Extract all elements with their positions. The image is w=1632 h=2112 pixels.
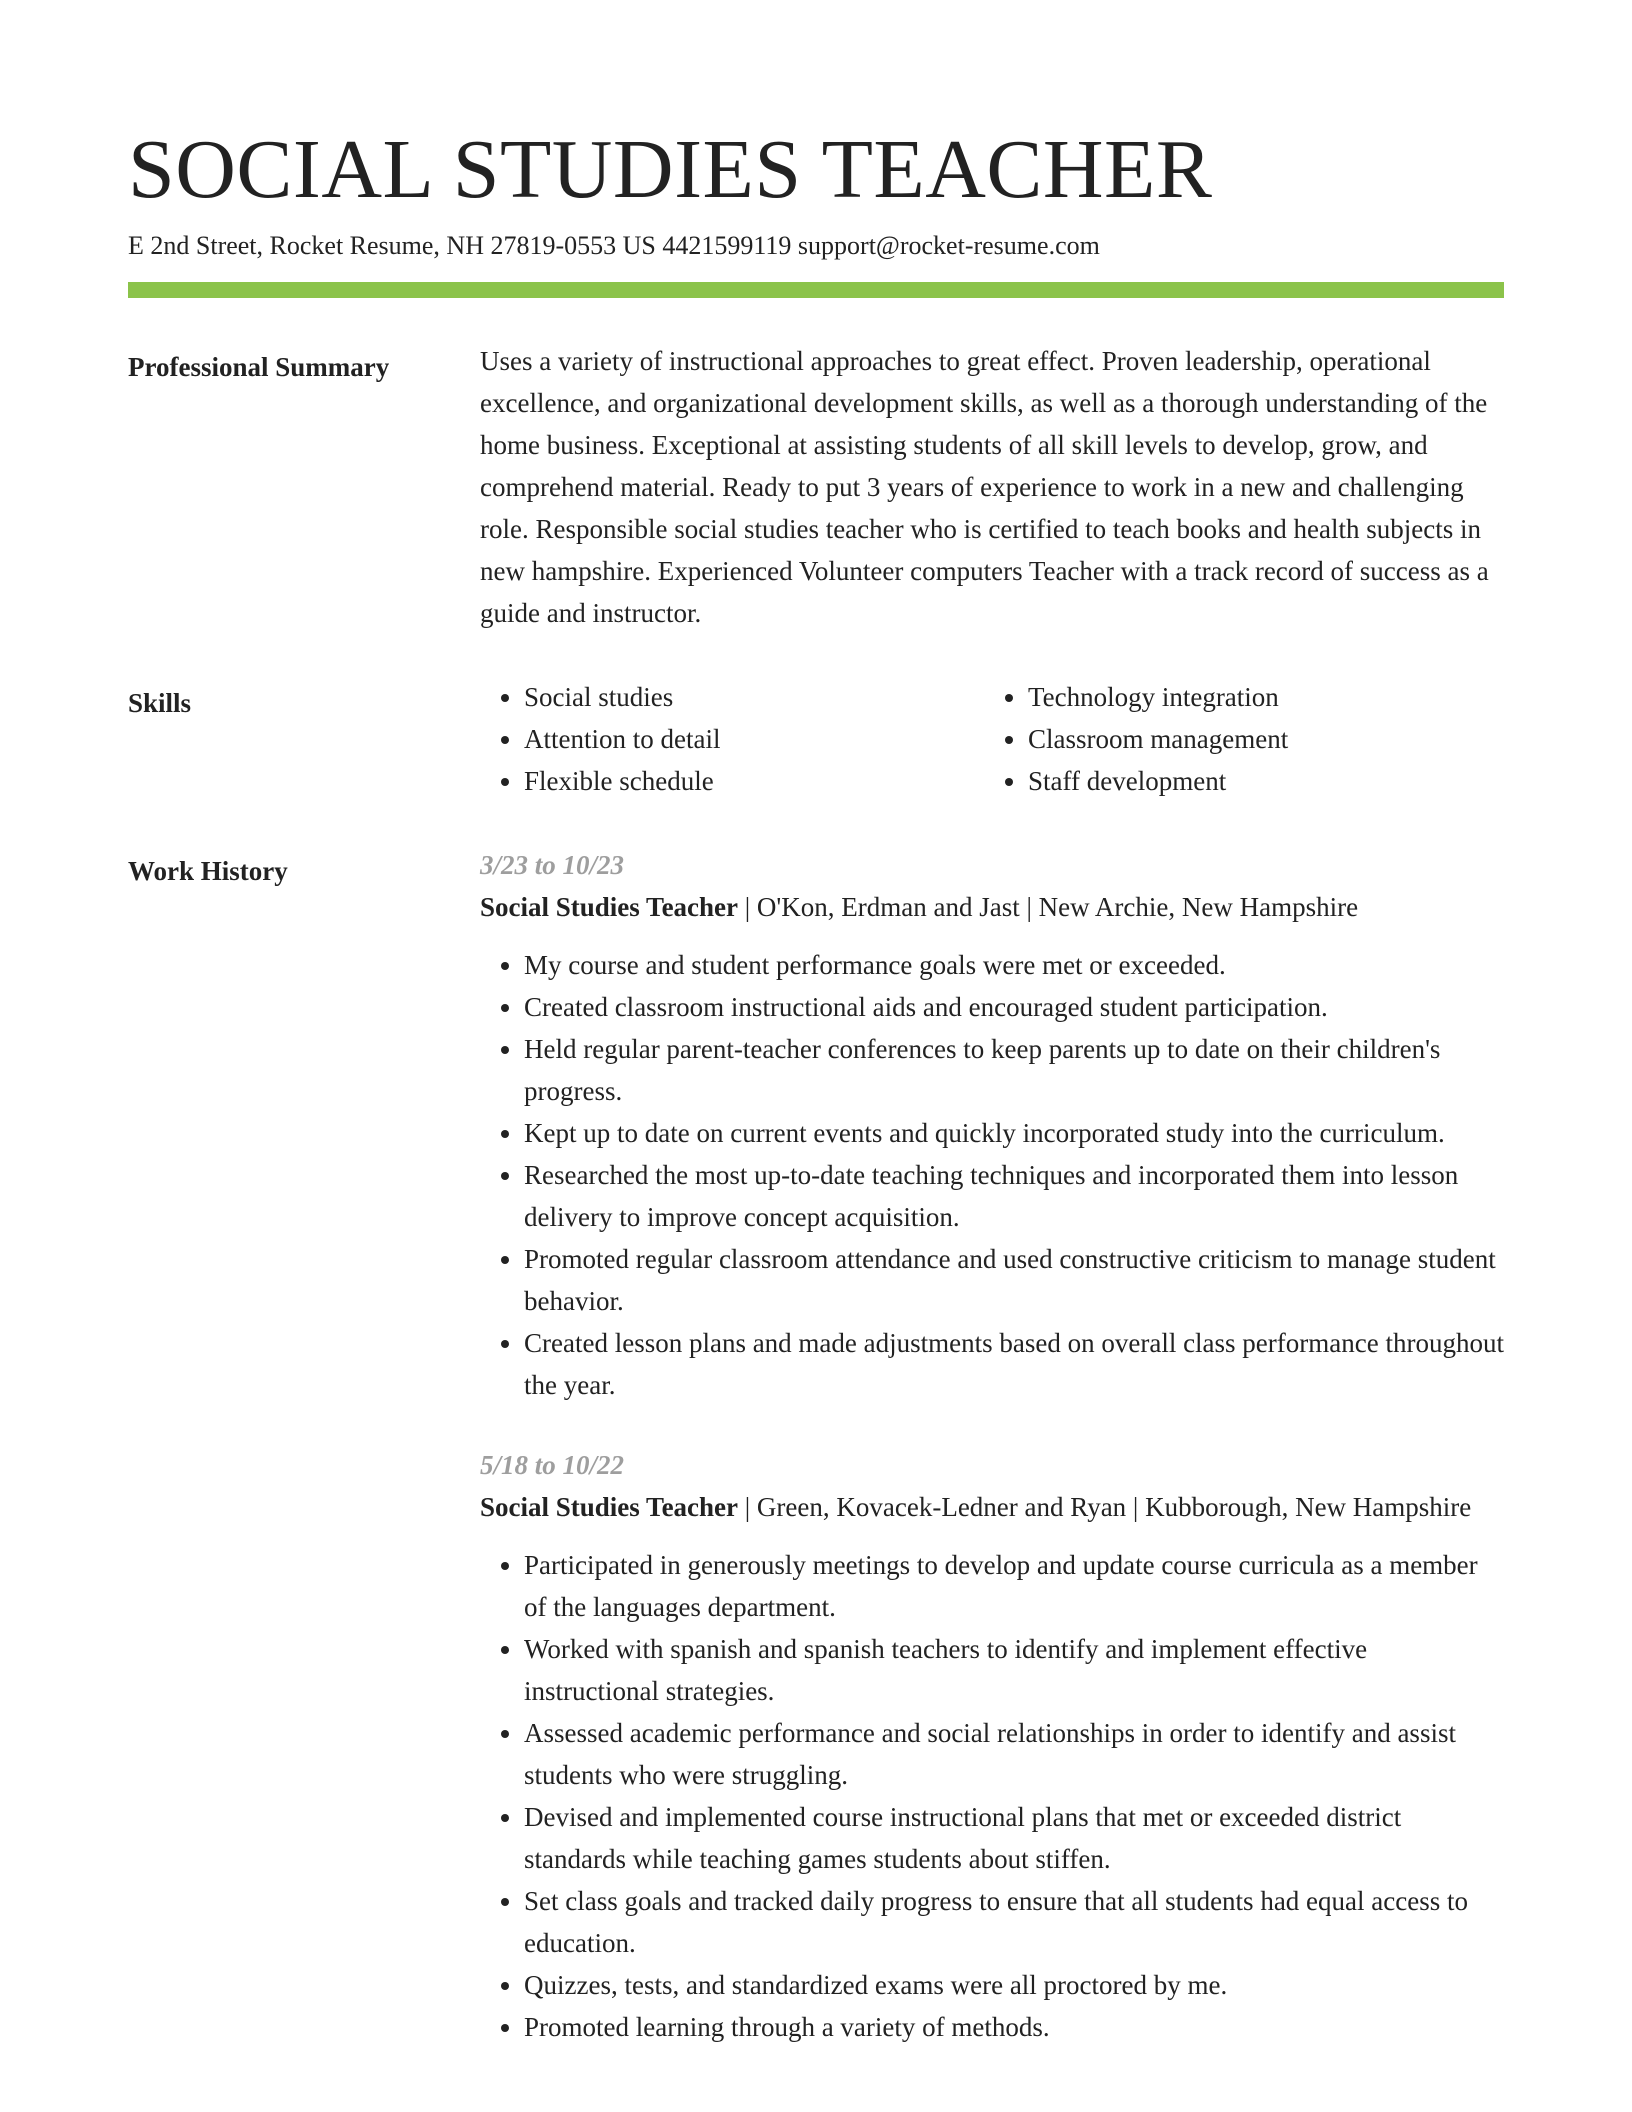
job-title: Social Studies Teacher bbox=[480, 892, 739, 922]
skills-list-right bbox=[984, 676, 1488, 802]
job-bullet: • Held regular parent-teacher conferences to keep parents up to date on their children's progress. bbox=[524, 1028, 1504, 1112]
job-bullet: • My course and student performance goals were met or exceeded. bbox=[524, 944, 1504, 986]
job-bullets bbox=[480, 944, 1504, 1406]
skill-item: • Social studies bbox=[524, 676, 984, 718]
contact-info: E 2nd Street, Rocket Resume, NH 27819-0553 US 4421599119 support@rocket-resume.com bbox=[128, 231, 1100, 260]
job-bullet: • Devised and implemented course instructional plans that met or exceeded district standards while teaching games students about stiffen. bbox=[524, 1796, 1504, 1880]
skills-section bbox=[128, 682, 1504, 802]
job-bullet: • Created lesson plans and made adjustments based on overall class performance throughout the year. bbox=[524, 1322, 1504, 1406]
job-employer-location: | O'Kon, Erdman and Jast | New Archie, New Hampshire bbox=[738, 892, 1359, 922]
work-history-label: Work History bbox=[128, 856, 288, 886]
job-title-line bbox=[480, 1486, 1504, 1528]
job-bullet: • Assessed academic performance and social relationships in order to identify and assist students who were struggling. bbox=[524, 1712, 1504, 1796]
resume-name-heading: SOCIAL STUDIES TEACHER bbox=[128, 123, 1213, 216]
job-entry bbox=[480, 844, 1504, 1406]
job-bullet: • Worked with spanish and spanish teachers to identify and implement effective instructional strategies. bbox=[524, 1628, 1504, 1712]
work-history-body bbox=[480, 850, 1504, 2048]
summary-label: Professional Summary bbox=[128, 352, 390, 382]
job-bullets bbox=[480, 1544, 1504, 2048]
job-bullet: • Set class goals and tracked daily progress to ensure that all students had equal access to education. bbox=[524, 1880, 1504, 1964]
accent-divider bbox=[128, 282, 1504, 298]
job-entry bbox=[480, 1444, 1504, 2048]
job-bullet: • Promoted learning through a variety of methods. bbox=[524, 2006, 1504, 2048]
job-bullet: • Promoted regular classroom attendance and used constructive criticism to manage student behavior. bbox=[524, 1238, 1504, 1322]
skills-body bbox=[480, 682, 1504, 802]
skills-grid bbox=[480, 676, 1504, 802]
summary-body bbox=[480, 346, 1504, 634]
job-bullet: • Quizzes, tests, and standardized exams were all proctored by me. bbox=[524, 1964, 1504, 2006]
job-title-line bbox=[480, 886, 1504, 928]
summary-text: Uses a variety of instructional approaches to great effect. Proven leadership, operational excellence, and organizational development skills, as well as a thorough understanding of the home business. Exceptional at assisting students of all skill levels to develop, grow, and comprehend material. Ready to put 3 years of experience to work in a new and challenging role. Responsible social studies teacher who is certified to teach books and health subjects in new hampshire. Experienced Volunteer computers Teacher with a track record of success as a guide and instructor. bbox=[480, 346, 1489, 628]
summary-section bbox=[128, 346, 1504, 634]
job-bullet: • Created classroom instructional aids and encouraged student participation. bbox=[524, 986, 1504, 1028]
skill-item: • Classroom management bbox=[1028, 718, 1488, 760]
job-title: Social Studies Teacher bbox=[480, 1492, 739, 1522]
skill-item: • Attention to detail bbox=[524, 718, 984, 760]
skills-label: Skills bbox=[128, 688, 192, 718]
job-employer-location: | Green, Kovacek-Ledner and Ryan | Kubborough, New Hampshire bbox=[738, 1492, 1472, 1522]
job-bullet: • Participated in generously meetings to develop and update course curricula as a member of the languages department. bbox=[524, 1544, 1504, 1628]
skills-list-left bbox=[480, 676, 984, 802]
skill-item: • Staff development bbox=[1028, 760, 1488, 802]
skill-item: • Technology integration bbox=[1028, 676, 1488, 718]
job-bullet: • Kept up to date on current events and quickly incorporated study into the curriculum. bbox=[524, 1112, 1504, 1154]
job-dates: 5/18 to 10/22 bbox=[480, 1450, 625, 1480]
skill-item: • Flexible schedule bbox=[524, 760, 984, 802]
job-bullet: • Researched the most up-to-date teaching techniques and incorporated them into lesson delivery to improve concept acquisition. bbox=[524, 1154, 1504, 1238]
work-history-section bbox=[128, 850, 1504, 2048]
job-dates: 3/23 to 10/23 bbox=[480, 850, 625, 880]
